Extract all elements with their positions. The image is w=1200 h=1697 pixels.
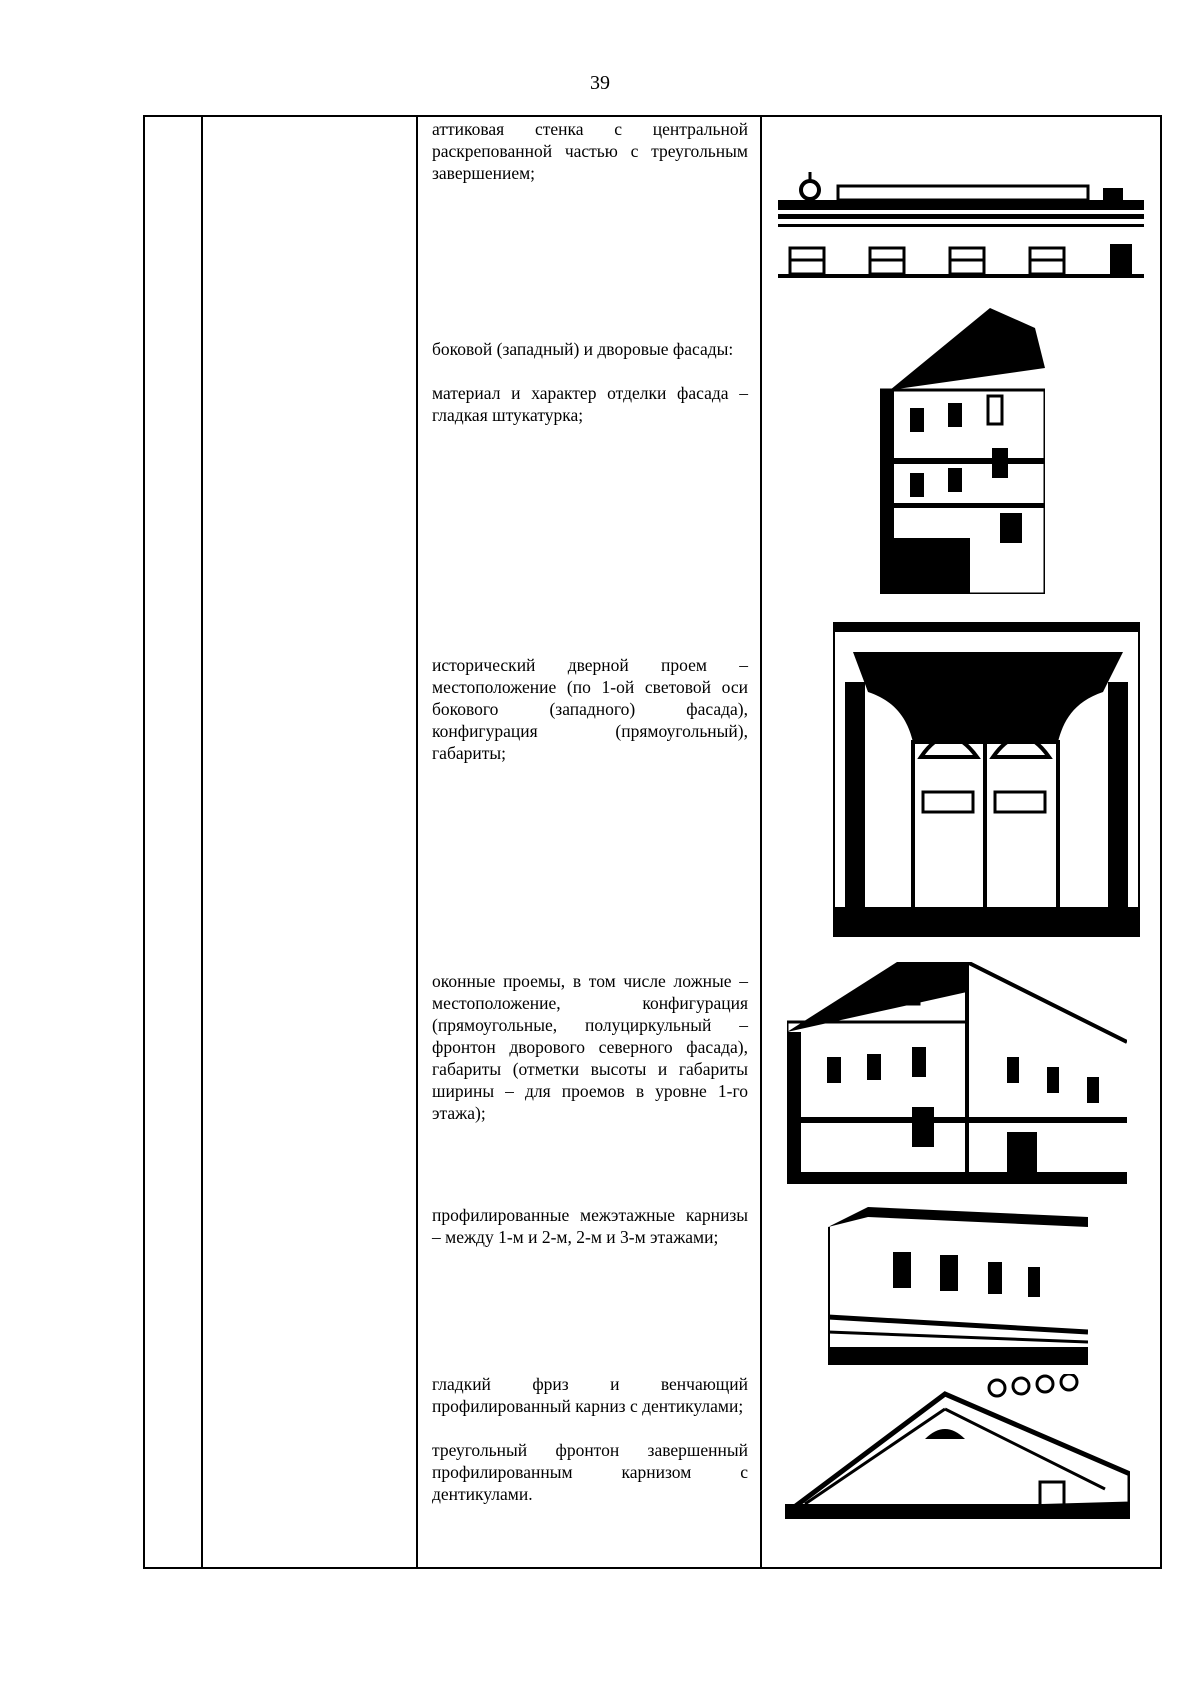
entry-paragraph: исторический дверной проем – местоположение (по 1-ой световой оси бокового (западного) фасада), конфигурация (прямоугольный), габариты; [432, 655, 748, 763]
side-facade-photo [880, 308, 1045, 594]
interfloor-cornices-photo [828, 1207, 1088, 1365]
column-divider-3 [760, 117, 762, 1567]
entry-paragraph: треугольный фронтон завершенный профилированным карнизом с дентикулами. [432, 1440, 748, 1504]
frieze-pediment-photo [785, 1374, 1130, 1519]
entry-attic-text [432, 118, 748, 184]
entry-paragraph: оконные проемы, в том числе ложные – местоположение, конфигурация (прямоугольные, полуциркульный – фронтон дворового северного фасада), габариты (отметки высоты и габариты ширины – для проемов в уровне 1-го этажа); [432, 971, 748, 1123]
entry-frieze-text [432, 1373, 748, 1505]
page-number: 39 [590, 72, 610, 94]
attic-wall-photo [778, 170, 1144, 280]
entry-paragraph: материал и характер отделки фасада – гладкая штукатурка; [432, 383, 748, 425]
entry-cornices-text [432, 1204, 748, 1248]
entry-side-facades-text [432, 338, 748, 426]
entry-paragraph: профилированные межэтажные карнизы – между 1-м и 2-м, 2-м и 3-м этажами; [432, 1205, 748, 1247]
column-divider-2 [416, 117, 418, 1567]
window-openings-photo [787, 962, 1127, 1184]
entry-paragraph: боковой (западный) и дворовые фасады: [432, 339, 734, 359]
historic-doorway-photo [833, 622, 1140, 937]
entry-paragraph: аттиковая стенка с центральной раскрепованной частью с треугольным завершением; [432, 119, 748, 183]
column-divider-1 [201, 117, 203, 1567]
entry-windows-text [432, 970, 748, 1124]
entry-door-text [432, 654, 748, 764]
entry-paragraph: гладкий фриз и венчающий профилированный карниз с дентикулами; [432, 1374, 748, 1416]
